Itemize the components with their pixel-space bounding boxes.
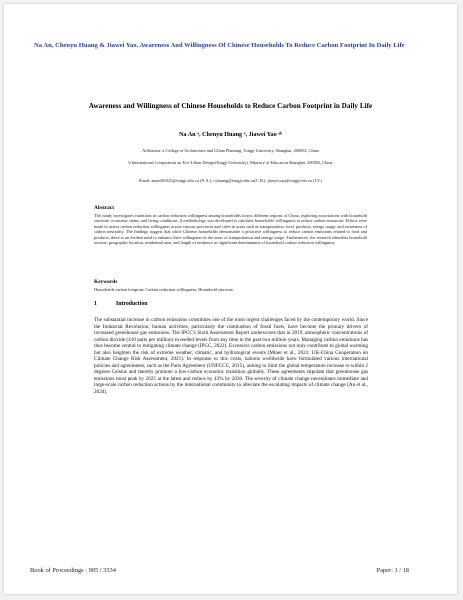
paper-page <box>4 4 457 594</box>
keywords-text: Households carbon footprint; Carbon reduction willingness; Household structure <box>94 287 234 292</box>
introduction-text: The substantial increase in carbon emissions constitutes one of the most urgent challenges faced by the contemporary world. Since the Industrial Revolution, human activities, particularly the combustion of fossil fuels, have become the primary drivers of increased greenhouse gas emissions. The IPCC's Sixth Assessment Report underscores that in 2019, atmospheric concentrations of carbon dioxide (410 parts per million) exceeded levels from any time in the past two million years. Managing carbon emissions has thus become central to mitigating climate change (IPCC, 2022). Excessive carbon emissions not only contribute to global warming but also heighten the risk of extreme weather, climatic, and hydrological events (Miner et al., 2021; UK-China Cooperation on Climate Change Risk Assessment, 2021). In response to this crisis, nations worldwide have formulated various international policies and agreements, such as the Paris Agreement (UNFCCC, 2015), aiming to limit the global temperature increase to within 2 degrees Celsius and thereby promote a low-carbon economic transition globally. These agreements stipulate that greenhouse gas emissions must peak by 2025 at the latest and reduce by 43% by 2030. The severity of climate change necessitates immediate and large-scale carbon reduction actions by the international community to alleviate the escalating impacts of climate change (An et al., 2024). <box>94 317 368 395</box>
author-emails: Email: anna201025@tongji.edu.cn (N.A.); cyhuang@tongji.edu.cn(C.H.); jiawei.yao@tongji.edu.cn (J.Y.) <box>138 178 323 183</box>
abstract-text: This study investigates variations in carbon reduction willingness among households across different regions of China, exploring associations with household structure, economic status, and living conditions. A methodology was developed to calculate households' willingness to reduce carbon emissions. Efforts were made to assess carbon reduction willingness across various provinces and cities in areas such as transportation, food, products, energy usage, and awareness of carbon neutrality. The findings suggest that while Chinese households demonstrate a proactive willingness to reduce carbon emissions related to food and products, there is an evident need to enhance their willingness in the areas of transportation and energy usage. Furthermore, the research identifies household income, geographic location, residential area, and length of residence as significant determinants of household carbon reduction willingness. <box>94 213 367 246</box>
introduction-heading <box>94 301 147 308</box>
paper-title: Awareness and Willingness of Chinese Households to Reduce Carbon Footprint in Daily Life <box>88 102 373 110</box>
keywords-heading: Keywords <box>94 279 118 285</box>
proceedings-page-counter: Book of Proceedings : 905 / 3534 <box>30 567 116 574</box>
abstract-heading: Abstract <box>94 205 115 211</box>
paper-page-counter: Paper: 1 / 18 <box>376 567 409 574</box>
running-header: Na An, Chenyu Huang & Jiawei Yao, Awareness And Willingness Of Chinese Households To Reduce Carbon Footprint In Daily Life <box>34 42 405 49</box>
paper-authors: Na An ᵃ, Chenyu Huang ᵃ, Jiawei Yao ᵃᵇ <box>178 131 283 138</box>
section-number: 1 <box>94 301 97 307</box>
affiliation-a: Affiliation: a College of Architecture and Urban Planning, Tongji University, Shanghai, 200092, China <box>142 148 319 153</box>
section-title: Introduction <box>116 301 148 307</box>
affiliation-b: b International Cooperation on Eco-Urban Design(Tongji University), Ministry of Education Shanghai, 200092, China <box>128 160 333 165</box>
